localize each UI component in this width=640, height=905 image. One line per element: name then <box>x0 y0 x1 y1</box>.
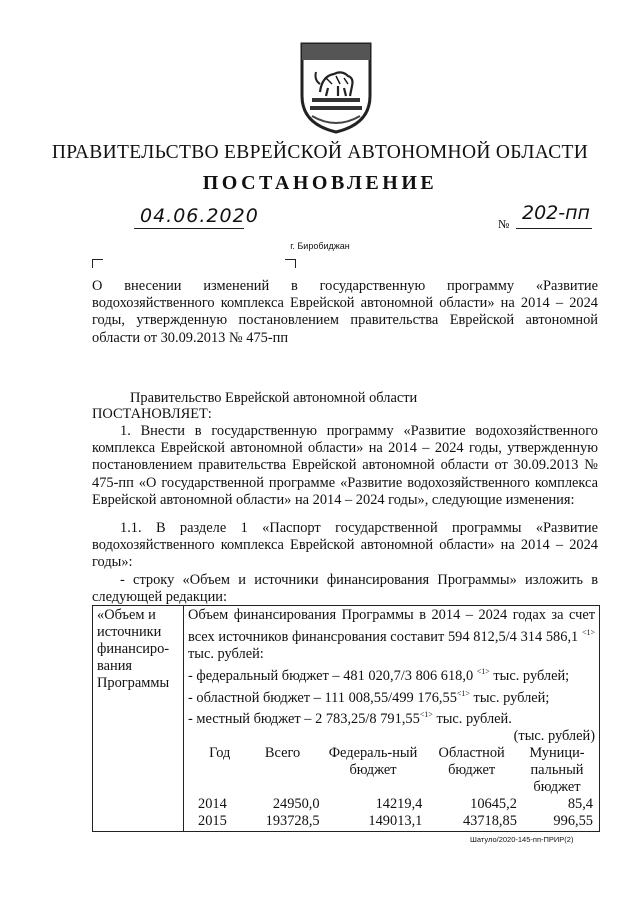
col-regional: Областной бюджет <box>438 745 505 779</box>
col-total: Всего <box>264 745 301 762</box>
table-left-cell: «Объем и источники финансиро-вания Программы <box>93 606 184 832</box>
year-breakdown-table <box>188 745 595 830</box>
number-underline <box>516 228 592 229</box>
table-row: 2015 193728,5 149013,1 43718,85 996,55 <box>198 813 593 830</box>
local-budget: - местный бюджет – 2 783,25/8 $791,55^{<1>}$ тыс. рублей. <box>188 710 512 728</box>
date-underline <box>134 228 244 229</box>
decree-title: ПОСТАНОВЛЕНИЕ <box>202 172 438 194</box>
coat-of-arms-emblem <box>298 40 374 136</box>
city-label: г. Биробиджан <box>290 241 350 251</box>
table-right-cell <box>184 606 600 832</box>
federal-budget: - федеральный бюджет – 481 020,7/3 806 618,0 $^{<1>}$ тыс. рублей; <box>188 666 570 684</box>
col-municipal: Муници-пальный бюджет <box>529 745 585 796</box>
government-title: ПРАВИТЕЛЬСТВО ЕВРЕЙСКОЙ АВТОНОМНОЙ ОБЛАСТИ <box>51 142 589 163</box>
decree-subject: О внесении изменений в государственную программу «Развитие водохозяйственного комплекса Еврейской автономной области» на 2014 – 2024 годы, утвержденную постановлением правительства Еврейской автономной области от 30.09.2013 № 475-пп <box>92 278 598 346</box>
decree-number: 202-пп <box>522 202 590 224</box>
number-sign: № <box>498 217 510 231</box>
col-federal: Федераль-ный бюджет <box>328 745 418 779</box>
unit-label: (тыс. рублей) <box>513 728 595 745</box>
item-1: 1. Внести в государственную программу «Развитие водохозяйственного комплекса Еврейской автономной области» на 2014 – 2024 годы, утвержденную постановлением правительства Еврейской автономной области от 30.09.2013 № 475-пп «О государственной программе «Развитие водохозяйственного комплекса Еврейской автономной области» на 2014 – 2024 годы», следующие изменения: <box>92 423 598 508</box>
government-name: Правительство Еврейской автономной области <box>130 390 418 406</box>
financing-table <box>92 605 600 832</box>
total-financing: Объем финансирования Программы в 2014 – 2024 годах за счет всех источников финансрования составит 594 812,5/4 314 586,1 $^{<1>}$ тыс. рублей: <box>188 607 595 662</box>
regional-budget: - областной бюджет – 111 008,55/499 $176,55^{<1>}$ тыс. рублей; <box>188 688 550 706</box>
item-1-1: 1.1. В разделе 1 «Паспорт государственной программы «Развитие водохозяйственного комплекса Еврейской автономной области» на 2014 – 2024 годы»: <box>92 520 598 571</box>
bracket-right <box>285 259 296 268</box>
item-row-instruction: - строку «Объем и источники финансирования Программы» изложить в следующей редакции: <box>92 572 598 606</box>
table-row: 2014 24950,0 14219,4 10645,2 85,4 <box>198 796 593 813</box>
col-year: Год <box>209 745 231 762</box>
decree-date: 04.06.2020 <box>140 205 259 227</box>
document-footer-code: Шатуло/2020-145-пп-ПРИР(2) <box>470 835 574 844</box>
postanovlyaet: ПОСТАНОВЛЯЕТ: <box>92 406 212 422</box>
bracket-left <box>92 259 103 268</box>
